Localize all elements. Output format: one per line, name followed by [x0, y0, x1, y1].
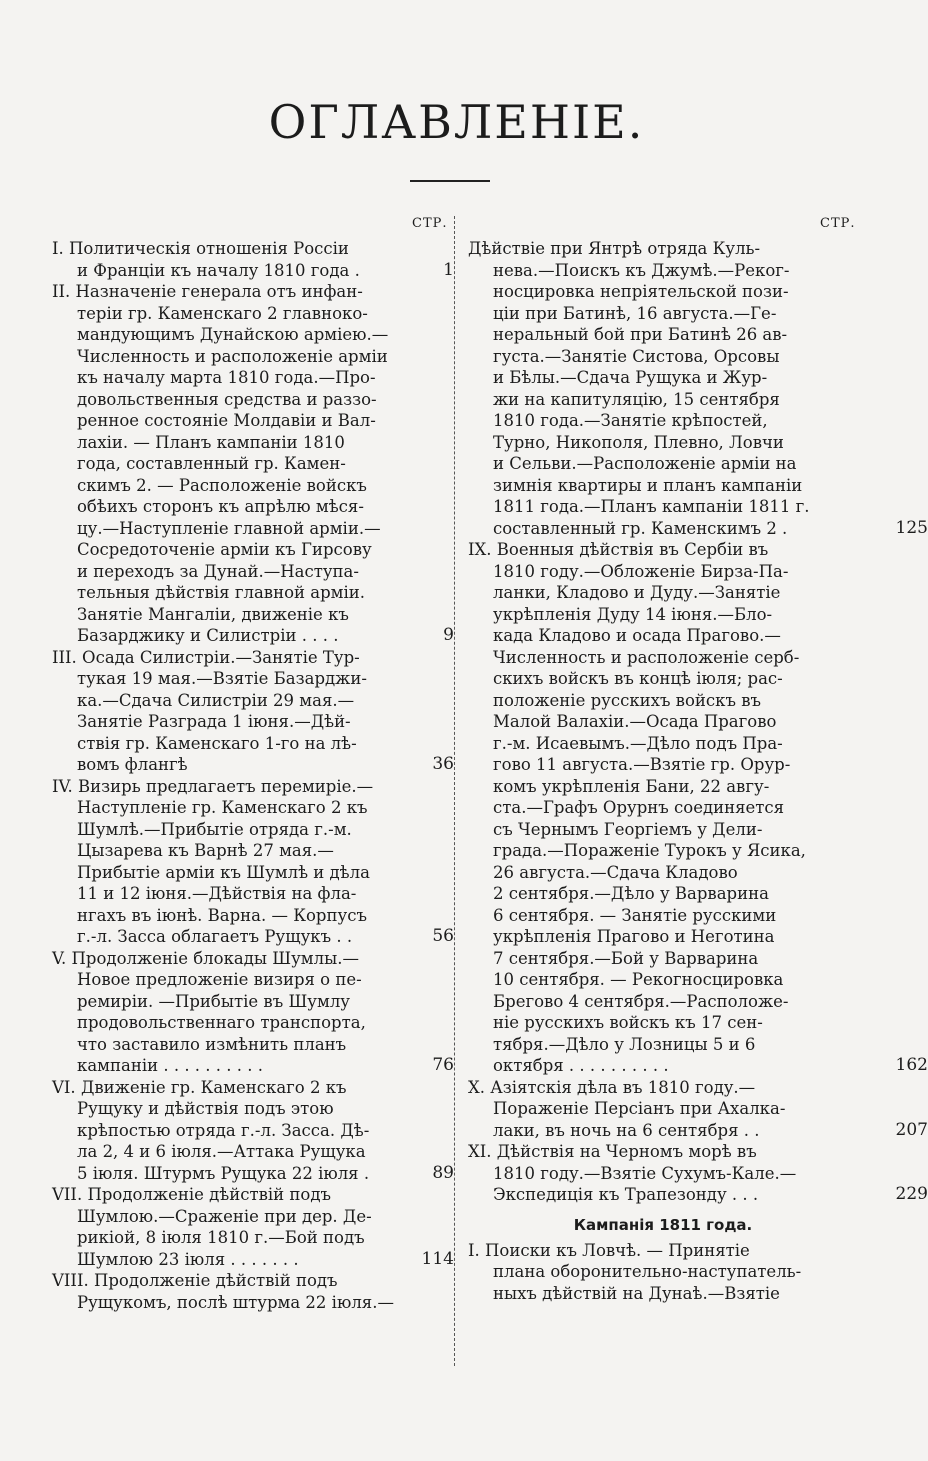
- toc-entry-number: IV.: [52, 776, 79, 796]
- toc-entry-text: ла 2, 4 и 6 іюля.—Аттака Рущука: [77, 1142, 366, 1161]
- toc-entry-text: ста.—Графъ Орурнъ соединяется: [493, 798, 785, 817]
- toc-entry-line: [468, 1163, 858, 1185]
- toc-entry-text: обѣихъ сторонъ къ апрѣлю мѣся-: [77, 497, 364, 516]
- toc-entry-text: тукая 19 мая.—Взятіе Базарджи-: [77, 669, 367, 688]
- toc-entry-line: [52, 496, 450, 518]
- toc-entry-line: [52, 776, 450, 798]
- toc-entry-text: мандующимъ Дунайскою арміею.—: [77, 325, 389, 344]
- toc-entry-line: [468, 1283, 858, 1305]
- toc-entry-line: [468, 926, 858, 948]
- toc-entry-line: [52, 905, 450, 927]
- toc-entry-text: Турно, Никополя, Плевно, Ловчи: [493, 432, 784, 452]
- toc-entry-line: [52, 690, 450, 712]
- toc-entry-text: что заставило измѣнить планъ: [77, 1034, 347, 1054]
- toc-entry-text: Азіятскія дѣла въ 1810 году.—: [490, 1077, 756, 1097]
- toc-entry-line: [468, 819, 858, 841]
- column-divider: [454, 216, 455, 1366]
- toc-entry-text: 11 и 12 іюня.—Дѣйствія на фла-: [77, 884, 357, 903]
- toc-entry-text: Занятіе Разграда 1 іюня.—Дѣй-: [77, 712, 351, 731]
- toc-entry-line: [468, 260, 858, 282]
- toc-entry-line: [52, 582, 450, 604]
- toc-entry-line: [52, 1184, 450, 1206]
- toc-entry-text: и Бѣлы.—Сдача Рущука и Жур-: [493, 368, 768, 387]
- toc-entry-line: [468, 324, 858, 346]
- toc-entry-text: Прибытіе арміи къ Шумлѣ и дѣла: [77, 862, 370, 882]
- toc-entry-text: довольственныя средства и раззо-: [77, 389, 377, 409]
- toc-entry-line: [52, 1227, 450, 1249]
- toc-entry-line: [468, 518, 858, 540]
- toc-entry-line: [52, 475, 450, 497]
- toc-page-number: 89: [432, 1162, 454, 1183]
- toc-entry-line: [468, 733, 858, 755]
- toc-entry-text: ніе русскихъ войскъ къ 17 сен-: [493, 1013, 763, 1032]
- toc-entry-line: [52, 238, 450, 260]
- toc-entry-text: продовольственнаго транспорта,: [77, 1013, 366, 1032]
- toc-entry-line: [52, 1098, 450, 1120]
- toc-entry-line: [468, 1034, 858, 1056]
- toc-entry-line: [52, 561, 450, 583]
- toc-entry-line: [52, 926, 450, 948]
- toc-entry-line: [52, 1055, 450, 1077]
- toc-entry-text: лахіи. — Планъ кампаніи 1810: [77, 432, 345, 452]
- toc-entry-text: 2 сентября.—Дѣло у Варварина: [493, 884, 769, 903]
- toc-entry-line: [468, 238, 858, 260]
- toc-entry-line: [468, 969, 858, 991]
- toc-entry-text: тября.—Дѣло у Лозницы 5 и 6: [493, 1034, 756, 1054]
- toc-entry-text: г.-л. Засса облагаетъ Рущукъ . .: [77, 927, 353, 946]
- toc-entry-number: V.: [52, 948, 72, 968]
- toc-entry-number: IX.: [468, 540, 497, 559]
- toc-entry-line: [468, 539, 858, 561]
- toc-entry-line: [52, 1249, 450, 1271]
- toc-entry-text: ціи при Батинѣ, 16 августа.—Ге-: [493, 303, 777, 323]
- toc-entry-line: [52, 260, 450, 282]
- toc-entry-number: II.: [52, 282, 76, 301]
- toc-entry-text: вомъ флангѣ: [77, 755, 188, 774]
- toc-entry-text: Рущуку и дѣйствія подъ этою: [77, 1099, 334, 1118]
- toc-entry-text: комъ укрѣпленія Бани, 22 авгу-: [493, 776, 770, 796]
- toc-entry-line: [52, 969, 450, 991]
- toc-entry-line: [468, 367, 858, 389]
- toc-entry: [52, 1077, 454, 1185]
- toc-page-number: 125: [895, 517, 928, 538]
- toc-entry-text: кампаніи . . . . . . . . . .: [77, 1056, 263, 1075]
- toc-page-number: 207: [895, 1119, 928, 1140]
- toc-page-number: 114: [421, 1248, 454, 1269]
- toc-entry-line: [52, 647, 450, 669]
- toc-entry-line: [52, 862, 450, 884]
- toc-entry-text: 26 августа.—Сдача Кладово: [493, 862, 738, 882]
- toc-entry-line: [52, 324, 450, 346]
- toc-entry: [52, 647, 454, 776]
- toc-entry-text: Продолженіе дѣйствій подъ: [87, 1185, 332, 1204]
- toc-right-column: [468, 238, 928, 1304]
- toc-entry-text: тельныя дѣйствія главной арміи.: [77, 583, 366, 602]
- toc-entry-text: зимнія квартиры и планъ кампаніи: [493, 475, 803, 495]
- toc-entry-text: лаки, въ ночь на 6 сентября . .: [493, 1120, 760, 1140]
- toc-entry-line: [52, 819, 450, 841]
- toc-entry-line: [468, 453, 858, 475]
- toc-entry: [468, 238, 928, 539]
- toc-entry-line: [468, 690, 858, 712]
- toc-entry: [468, 539, 928, 1077]
- toc-entry-text: теріи гр. Каменскаго 2 главноко-: [77, 303, 368, 323]
- toc-entry: [52, 1184, 454, 1270]
- toc-entry-line: [52, 281, 450, 303]
- toc-entry-text: Дѣйствія на Черномъ морѣ въ: [496, 1142, 757, 1161]
- toc-entry-line: [52, 1292, 450, 1314]
- toc-entry-text: ныхъ дѣйствій на Дунаѣ.—Взятіе: [493, 1283, 780, 1303]
- toc-entry-line: [468, 948, 858, 970]
- toc-entry-text: 6 сентября. — Занятіе русскими: [493, 905, 777, 925]
- toc-entry-text: рикіой, 8 іюля 1810 г.—Бой подъ: [77, 1228, 365, 1247]
- toc-entry-text: Назначеніе генерала отъ инфан-: [75, 282, 363, 301]
- toc-entry-line: [52, 367, 450, 389]
- toc-entry-number: X.: [468, 1077, 491, 1097]
- toc-entry-text: Брегово 4 сентября.—Расположе-: [493, 991, 789, 1011]
- toc-entry-text: Малой Валахіи.—Осада Прагово: [493, 712, 777, 731]
- toc-entry-number: I.: [52, 239, 70, 258]
- toc-entry-number: VI.: [52, 1077, 81, 1097]
- toc-entry-text: 1810 году.—Взятіе Сухумъ-Кале.—: [493, 1163, 797, 1183]
- toc-entry-text: Политическія отношенія Россіи: [69, 239, 349, 258]
- toc-entry-number: VII.: [52, 1185, 88, 1204]
- toc-entry-text: Шумлѣ.—Прибытіе отряда г.-м.: [77, 819, 352, 839]
- toc-entry-number: VIII.: [52, 1271, 94, 1290]
- toc-entry-text: и переходъ за Дунай.—Наступа-: [77, 561, 359, 581]
- toc-entry-text: и Сельви.—Расположеніе арміи на: [493, 454, 797, 473]
- toc-entry: [52, 1270, 450, 1313]
- toc-page-number: 36: [432, 754, 454, 774]
- toc-page-number: 229: [895, 1184, 928, 1204]
- toc-entry-text: съ Чернымъ Георгіемъ у Дели-: [493, 819, 763, 839]
- page-column-label-right: СТР.: [820, 216, 856, 231]
- toc-entry-line: [52, 346, 450, 368]
- toc-entry: [52, 948, 454, 1077]
- toc-entry: [52, 281, 454, 647]
- toc-entry-text: положеніе русскихъ войскъ въ: [493, 690, 761, 710]
- toc-entry-line: [468, 389, 858, 411]
- toc-entry-text: густа.—Занятіе Систова, Орсовы: [493, 346, 780, 366]
- toc-entry-line: [52, 604, 450, 626]
- toc-entry-line: [468, 410, 858, 432]
- campaign-heading: Кампанія 1811 года.: [573, 1215, 753, 1234]
- toc-entry-text: ремиріи. —Прибытіе въ Шумлу: [77, 991, 351, 1011]
- toc-entry-text: 10 сентября. — Рекогносцировка: [493, 970, 784, 989]
- toc-entry-text: Движеніе гр. Каменскаго 2 къ: [80, 1077, 347, 1097]
- toc-entry-text: 1811 года.—Планъ кампаніи 1811 г.: [493, 497, 810, 516]
- toc-entry-line: [52, 303, 450, 325]
- toc-entry-text: Численность и расположеніе серб-: [493, 647, 800, 667]
- toc-entry-line: [468, 1077, 858, 1099]
- toc-entry-line: [468, 475, 858, 497]
- toc-entry-line: [468, 668, 858, 690]
- toc-entry-text: када Кладово и осада Прагово.—: [493, 626, 781, 645]
- toc-entry-text: неральный бой при Батинѣ 26 ав-: [493, 325, 788, 344]
- toc-entry-text: Пораженіе Персіанъ при Ахалка-: [493, 1099, 786, 1118]
- toc-entry: [468, 1141, 928, 1206]
- toc-entry-line: [52, 1120, 450, 1142]
- toc-entry-line: [468, 776, 858, 798]
- toc-entry: [468, 1240, 858, 1305]
- toc-entry-text: и Франціи къ началу 1810 года .: [77, 260, 360, 280]
- toc-entry-text: града.—Пораженіе Турокъ у Ясика,: [493, 841, 806, 860]
- toc-entry-text: составленный гр. Каменскимъ 2 .: [493, 518, 788, 538]
- toc-entry-line: [468, 991, 858, 1013]
- toc-entry-line: [468, 496, 858, 518]
- toc-entry-line: [468, 1055, 858, 1077]
- toc-entry-line: [52, 991, 450, 1013]
- toc-entry-text: ка.—Сдача Силистріи 29 мая.—: [77, 690, 355, 710]
- toc-entry-line: [468, 840, 858, 862]
- toc-entry-text: Шумлою.—Сраженіе при дер. Де-: [77, 1206, 372, 1226]
- toc-entry-text: года, составленный гр. Камен-: [77, 454, 346, 473]
- toc-entry-text: Визирь предлагаетъ перемиріе.—: [78, 776, 374, 796]
- toc-entry-line: [52, 1012, 450, 1034]
- toc-entry-line: [52, 389, 450, 411]
- toc-entry-line: [468, 582, 858, 604]
- toc-page-number: 1: [443, 259, 454, 280]
- toc-entry-line: [52, 1077, 450, 1099]
- toc-entry-line: [468, 711, 858, 733]
- toc-entry-text: Осада Силистріи.—Занятіе Тур-: [82, 647, 360, 667]
- toc-entry-line: [52, 539, 450, 561]
- toc-entry-text: Цызарева къ Варнѣ 27 мая.—: [77, 841, 334, 860]
- toc-entry-text: нгахъ въ іюнѣ. Варна. — Корпусъ: [77, 905, 367, 925]
- toc-entry-text: гово 11 августа.—Взятіе гр. Орур-: [493, 755, 791, 774]
- toc-entry-line: [52, 432, 450, 454]
- toc-entry-line: [52, 625, 450, 647]
- toc-entry-line: [52, 711, 450, 733]
- toc-entry-line: [52, 1270, 450, 1292]
- toc-entry-line: [52, 1141, 450, 1163]
- toc-entry-line: [468, 604, 858, 626]
- toc-entry-text: 1810 года.—Занятіе крѣпостей,: [493, 411, 768, 430]
- toc-entry-line: [468, 647, 858, 669]
- toc-left-column: [52, 238, 454, 1313]
- toc-entry-line: [52, 1206, 450, 1228]
- toc-entry-text: жи на капитуляцію, 15 сентября: [493, 389, 780, 409]
- toc-entry-line: [468, 797, 858, 819]
- toc-entry-text: Новое предложеніе визиря о пе-: [77, 970, 362, 989]
- toc-entry-text: Продолженіе блокады Шумлы.—: [71, 948, 359, 968]
- toc-entry-text: скихъ войскъ въ концѣ іюля; рас-: [493, 669, 783, 688]
- toc-entry-line: [468, 432, 858, 454]
- toc-entry-line: [468, 1098, 858, 1120]
- toc-entry-number: III.: [52, 647, 83, 667]
- toc-page-number: 162: [895, 1055, 928, 1075]
- toc-entry-text: Экспедиція къ Трапезонду . . .: [493, 1185, 759, 1204]
- toc-entry-line: [468, 1012, 858, 1034]
- toc-entry-text: октября . . . . . . . . . .: [493, 1056, 669, 1075]
- toc-entry-text: ствія гр. Каменскаго 1-го на лѣ-: [77, 733, 357, 753]
- toc-entry-line: [468, 862, 858, 884]
- toc-entry-line: [52, 668, 450, 690]
- toc-entry-line: [468, 561, 858, 583]
- toc-entry-line: [52, 453, 450, 475]
- toc-entry-line: [468, 346, 858, 368]
- toc-entry-line: [52, 754, 450, 776]
- toc-entry-text: скимъ 2. — Расположеніе войскъ: [77, 475, 367, 495]
- toc-entry-text: Шумлою 23 іюля . . . . . . .: [77, 1249, 299, 1269]
- toc-entry-text: Сосредоточеніе арміи къ Гирсову: [77, 540, 372, 559]
- toc-entry-text: Дѣйствіе при Янтрѣ отряда Куль-: [468, 239, 761, 258]
- toc-entry-text: ланки, Кладово и Дуду.—Занятіе: [493, 583, 781, 602]
- toc-entry-text: носцировка непріятельской пози-: [493, 282, 789, 301]
- toc-entry-line: [468, 1261, 858, 1283]
- toc-page-number: 56: [432, 926, 454, 946]
- toc-entry-text: Рущукомъ, послѣ штурма 22 іюля.—: [77, 1292, 394, 1312]
- page-title: ОГЛАВЛЕНІЕ.: [268, 95, 645, 149]
- toc-entry-line: [52, 840, 450, 862]
- toc-entry-text: плана оборонительно-наступатель-: [493, 1262, 802, 1281]
- toc-entry-text: укрѣпленія Дуду 14 іюня.—Бло-: [493, 604, 773, 624]
- toc-entry-line: [468, 303, 858, 325]
- toc-page-number: 9: [443, 625, 454, 645]
- toc-entry-line: [52, 797, 450, 819]
- toc-entry-text: къ началу марта 1810 года.—Про-: [77, 368, 376, 387]
- toc-entry-line: [468, 1184, 858, 1206]
- toc-entry-line: [468, 883, 858, 905]
- toc-entry-line: [468, 1120, 858, 1142]
- toc-entry-text: Военныя дѣйствія въ Сербіи въ: [496, 540, 769, 559]
- toc-entry-line: [468, 1141, 858, 1163]
- toc-entry-line: [468, 1240, 858, 1262]
- toc-entry-line: [468, 905, 858, 927]
- toc-entry-number: XI.: [468, 1142, 497, 1161]
- toc-entry-text: Наступленіе гр. Каменскаго 2 къ: [77, 798, 368, 817]
- page-column-label-left: СТР.: [412, 216, 448, 231]
- toc-entry-line: [52, 948, 450, 970]
- toc-entry-line: [468, 754, 858, 776]
- toc-entry-text: 1810 году.—Обложеніе Бирза-Па-: [493, 561, 789, 581]
- toc-entry-number: I.: [468, 1240, 486, 1260]
- toc-entry-line: [52, 883, 450, 905]
- toc-entry-text: нева.—Поискъ къ Джумѣ.—Реког-: [493, 260, 790, 280]
- title-rule: [410, 180, 490, 182]
- toc-entry-line: [468, 281, 858, 303]
- toc-entry-text: укрѣпленія Прагово и Неготина: [493, 927, 775, 946]
- toc-entry-text: крѣпостью отряда г.-л. Засса. Дѣ-: [77, 1120, 370, 1140]
- toc-entry-text: г.-м. Исаевымъ.—Дѣло подъ Пра-: [493, 733, 783, 753]
- toc-page-number: 76: [432, 1055, 454, 1075]
- toc-entry-text: Занятіе Мангаліи, движеніе къ: [77, 604, 349, 624]
- toc-entry-line: [52, 410, 450, 432]
- toc-entry-line: [468, 625, 858, 647]
- toc-entry-text: Базарджику и Силистріи . . . .: [77, 626, 339, 645]
- toc-entry: [52, 238, 454, 281]
- toc-entry-text: Поиски къ Ловчѣ. — Принятіе: [485, 1240, 750, 1260]
- toc-entry: [52, 776, 454, 948]
- toc-entry-text: Продолженіе дѣйствій подъ: [93, 1271, 338, 1290]
- toc-entry: [468, 1077, 928, 1142]
- toc-entry-line: [52, 1034, 450, 1056]
- toc-entry-line: [52, 518, 450, 540]
- toc-entry-text: ренное состояніе Молдавіи и Вал-: [77, 411, 376, 430]
- toc-entry-line: [52, 1163, 450, 1185]
- toc-entry-line: [52, 733, 450, 755]
- toc-entry-text: цу.—Наступленіе главной арміи.—: [77, 518, 381, 538]
- toc-entry-text: 5 іюля. Штурмъ Рущука 22 іюля .: [77, 1163, 370, 1183]
- toc-entry-text: Численность и расположеніе арміи: [77, 346, 388, 366]
- toc-entry-text: 7 сентября.—Бой у Варварина: [493, 948, 759, 968]
